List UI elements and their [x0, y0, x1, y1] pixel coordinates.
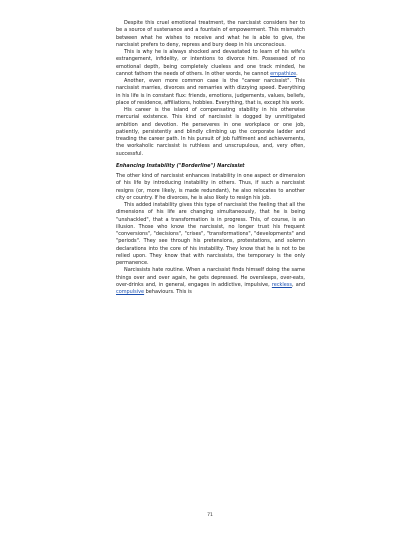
- paragraph-text: Despite this cruel emotional treatment, the narcissist considers her to be a source of sustenance and a fountain of empowerment. This mismatch between what he wishes to receive and what he is able to give, the narcissist prefers to deny, repress and bury deep in his unconscious.: [116, 20, 305, 48]
- link-reckless[interactable]: reckless: [271, 281, 292, 288]
- paragraph-text: This is why he is always shocked and devastated to learn of his wife's estrangement, infidelity, or intentions to divorce him. Possessed of no emotional depth, being completely clueless and one track minded, he cannot fathom the needs of others. In other words, he cannot: [116, 49, 305, 77]
- page-number: 71: [207, 513, 213, 518]
- paragraphs-before-heading: [116, 20, 305, 158]
- paragraph-text: Narcissists hate routine. When a narcissist finds himself doing the same things over and over again, he gets depressed. He oversleeps, over-eats, over-drinks and, in general, engages in addictive, impulsive,: [116, 267, 305, 288]
- paragraph: [116, 49, 305, 78]
- link-empathize[interactable]: empathize: [270, 70, 297, 77]
- paragraph-text: The other kind of narcissist enhances instability in one aspect or dimension of his life by introducing instability in others. Thus, if such a narcissist resigns (or, more likely, is made redundant), he also relocates to another city or country. If he divorces, he is also likely to resign his job.: [116, 173, 305, 201]
- paragraph: [116, 78, 305, 107]
- paragraph-text: .: [296, 70, 298, 77]
- paragraphs-after-heading: [116, 173, 305, 296]
- paragraph: [116, 20, 305, 49]
- link-compulsive[interactable]: compulsive: [116, 289, 145, 295]
- paragraph-text: Another, even more common case is the "career narcissist". This narcissist marries, divorces and remarries with dizzying speed. Everything in his life is in constant flux: friends, emotions, judgements, values, beliefs, place of residence, affiliations, hobbies. Everything, that is, except his work.: [116, 78, 305, 106]
- paragraph-text: behaviours. This is: [144, 289, 192, 295]
- paragraph-text: , and: [291, 281, 305, 288]
- paragraph-text: This added instability gives this type of narcissist the feeling that all the dimensions of his life are changing simultaneously, that he is being "unshackled", that a transformation is in progress. This, of course, is an illusion. Those who know the narcissist, no longer trust his frequent "conversions", "decisions", "crises", "transformations", "developments" and "periods". They see through his pretensions, protestations, and solemn declarations into the core of his instability. They know that he is not to be relied upon. They know that with narcissists, the temporary is the only permanence.: [116, 202, 305, 266]
- body-text: [116, 20, 305, 296]
- paragraph-text: His career is the island of compensating stability in his otherwise mercurial existence. This kind of narcissist is dogged by unmitigated ambition and devotion. He perseveres in one workplace or one job, patiently, persistently and blindly climbing up the corporate ladder and treading the career path. In his pursuit of job fulfilment and achievements, the workaholic narcissist is ruthless and unscrupulous, and, very often, successful.: [116, 107, 305, 157]
- paragraph: [116, 267, 305, 296]
- paragraph: [116, 107, 305, 158]
- paragraph: [116, 173, 305, 202]
- section-heading: Enhancing Instability ("Borderline") Narcissist: [116, 162, 245, 169]
- paragraph: [116, 202, 305, 267]
